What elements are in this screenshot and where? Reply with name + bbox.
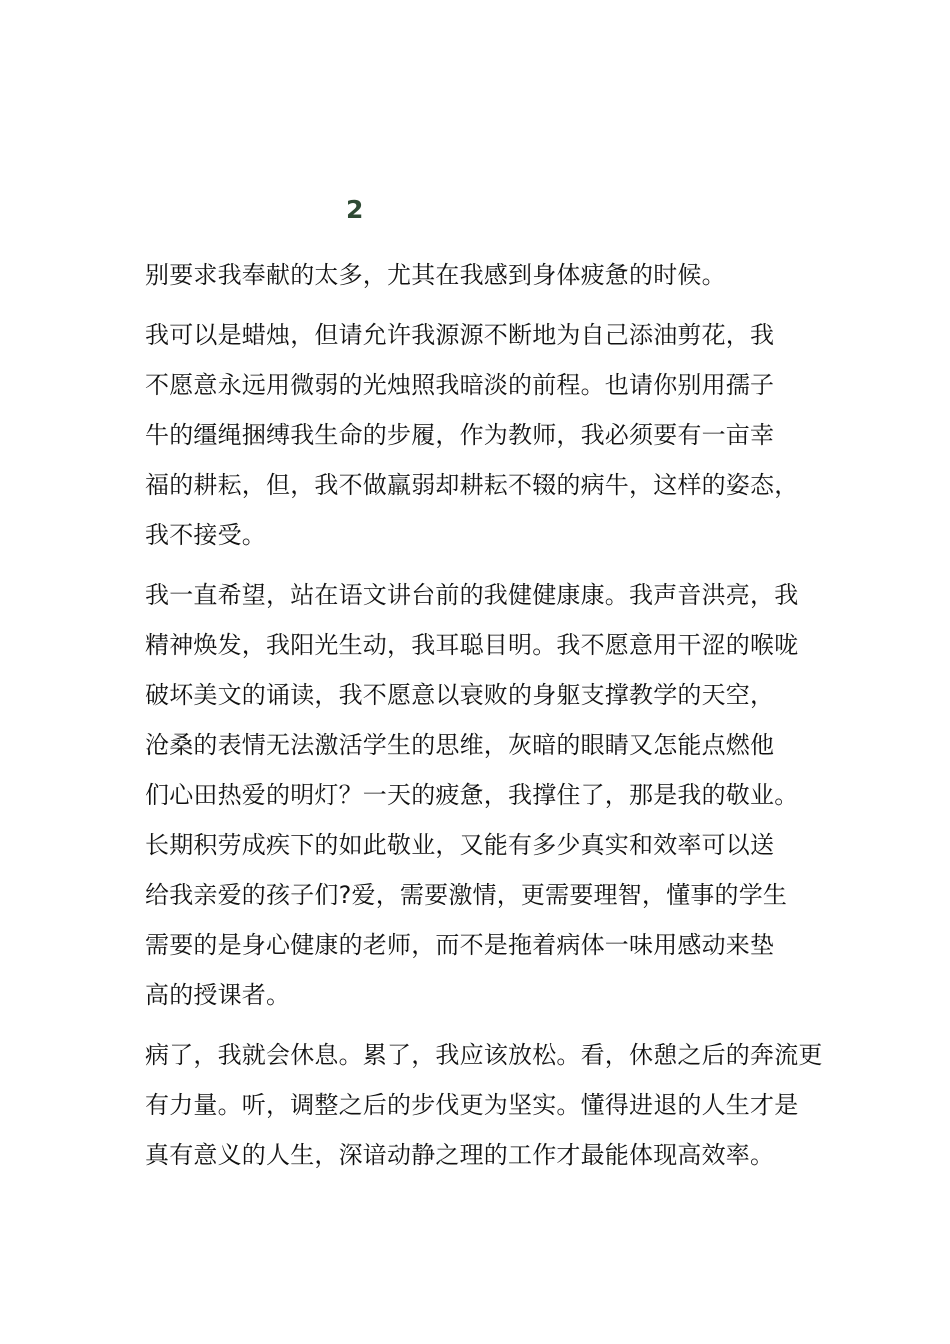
text-line: 真有意义的人生，深谙动静之理的工作才最能体现高效率。 [145, 1141, 775, 1169]
text-line: 长期积劳成疾下的如此敬业，又能有多少真实和效率可以送 [145, 831, 775, 859]
paragraph-2 [145, 310, 809, 560]
text-line: 给我亲爱的孩子们?爱，需要激情，更需要理智，懂事的学生 [145, 881, 788, 909]
text-line: 我不接受。 [145, 521, 266, 549]
page-number: 2 [346, 195, 364, 224]
text-line: 沧桑的表情无法激活学生的思维，灰暗的眼睛又怎能点燃他 [145, 731, 775, 759]
text-line: 精神焕发，我阳光生动，我耳聪目明。我不愿意用干涩的喉咙 [145, 631, 799, 659]
text-line: 病了，我就会休息。累了，我应该放松。看，休憩之后的奔流更 [145, 1041, 823, 1069]
text-line: 不愿意永远用微弱的光烛照我暗淡的前程。也请你别用孺子 [145, 371, 775, 399]
paragraph-3 [145, 570, 809, 1020]
text-line: 我可以是蜡烛，但请允许我源源不断地为自己添油剪花，我 [145, 321, 775, 349]
text-line: 福的耕耘，但，我不做羸弱却耕耘不辍的病牛，这样的姿态， [145, 471, 799, 499]
text-line: 牛的缰绳捆缚我生命的步履，作为教师，我必须要有一亩幸 [145, 421, 775, 449]
text-line: 需要的是身心健康的老师，而不是拖着病体一味用感动来垫 [145, 931, 775, 959]
text-line: 高的授课者。 [145, 981, 291, 1009]
text-line: 破坏美文的诵读，我不愿意以衰败的身躯支撑教学的天空， [145, 681, 775, 709]
text-line: 们心田热爱的明灯？一天的疲惫，我撑住了，那是我的敬业。 [145, 781, 799, 809]
text-line: 我一直希望，站在语文讲台前的我健健康康。我声音洪亮，我 [145, 581, 799, 609]
text-line: 别要求我奉献的太多，尤其在我感到身体疲惫的时候。 [145, 261, 726, 289]
text-line: 有力量。听，调整之后的步伐更为坚实。懂得进退的人生才是 [145, 1091, 799, 1119]
paragraph-1 [145, 250, 809, 300]
body-text [145, 250, 823, 1190]
paragraph-4 [145, 1030, 823, 1180]
